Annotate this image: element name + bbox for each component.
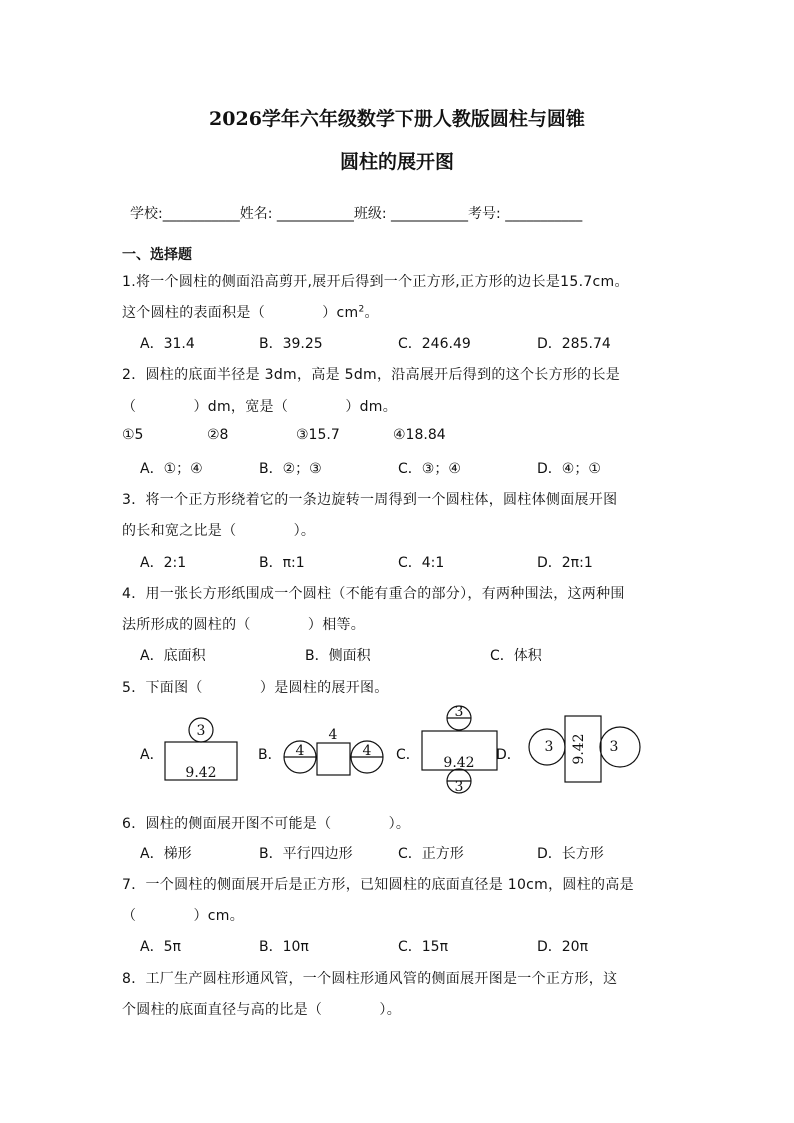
q7-option-d[interactable]: D．20π: [537, 939, 589, 955]
q5-option-c[interactable]: C．: [396, 747, 420, 763]
figure-c-top-label: 3: [454, 704, 464, 720]
q6-line1: 6．圆柱的侧面展开图不可能是（ ）。: [122, 816, 411, 832]
q5-option-a[interactable]: A．: [140, 747, 164, 763]
q2-option-a[interactable]: A．①；④: [140, 461, 203, 477]
figure-c-bottom-label: 3: [454, 779, 464, 795]
q6-option-b[interactable]: B．平行四边形: [259, 846, 353, 862]
q1-option-a[interactable]: A．31.4: [140, 336, 195, 352]
figure-b-top-label: 4: [328, 727, 338, 743]
figure-d-right-label: 3: [609, 739, 619, 755]
figure-d-left-label: 3: [544, 739, 554, 755]
figure-a-rect-label: 9.42: [185, 765, 217, 781]
q6-option-c[interactable]: C．正方形: [398, 846, 464, 862]
q7-line2: （ ）cm。: [122, 908, 245, 924]
q7-option-c[interactable]: C．15π: [398, 939, 449, 955]
q4-option-c[interactable]: C．体积: [490, 648, 542, 664]
section-heading: 一、选择题: [122, 247, 192, 263]
q2-option-b[interactable]: B．②；③: [259, 461, 322, 477]
q2-choice-2: ②8: [207, 427, 229, 443]
q4-option-b[interactable]: B．侧面积: [305, 648, 371, 664]
q3-line1: 3．将一个正方形绕着它的一条边旋转一周得到一个圆柱体，圆柱体侧面展开图: [122, 492, 618, 508]
q5-option-b[interactable]: B．: [258, 747, 282, 763]
q2-choice-3: ③15.7: [296, 427, 340, 443]
q5-line1: 5．下面图（ ）是圆柱的展开图。: [122, 680, 389, 696]
q6-option-a[interactable]: A．梯形: [140, 846, 192, 862]
q2-choice-4: ④18.84: [393, 427, 446, 443]
q3-option-c[interactable]: C．4:1: [398, 555, 445, 571]
q1-option-b[interactable]: B．39.25: [259, 336, 323, 352]
q1-unit-sup: 2: [358, 304, 365, 315]
q7-option-a[interactable]: A．5π: [140, 939, 181, 955]
page-title: 2026学年六年级数学下册人教版圆柱与圆锥: [209, 108, 585, 130]
q3-option-d[interactable]: D．2π:1: [537, 555, 593, 571]
q6-option-d[interactable]: D．长方形: [537, 846, 604, 862]
figure-c-rect-label: 9.42: [443, 755, 475, 771]
figure-d-rect-label: 9.42: [571, 733, 587, 765]
figure-b-rect: [317, 743, 350, 775]
q4-line2: 法所形成的圆柱的（ ）相等。: [122, 617, 366, 633]
figure-b-right-label: 4: [362, 743, 372, 759]
q1-line2-end: 。: [364, 305, 379, 321]
q3-line2: 的长和宽之比是（ ）。: [122, 523, 316, 539]
q3-option-a[interactable]: A．2:1: [140, 555, 187, 571]
q1-option-d[interactable]: D．285.74: [537, 336, 611, 352]
figure-b-left-label: 4: [295, 743, 305, 759]
q4-line1: 4．用一张长方形纸围成一个圆柱（不能有重合的部分），有两种围法，这两种围: [122, 586, 625, 602]
q3-option-b[interactable]: B．π:1: [259, 555, 305, 571]
student-info-line: 学校:___________姓名: ___________班级: ___________考号: ___________: [130, 206, 583, 222]
q1-line1: 1.将一个圆柱的侧面沿高剪开,展开后得到一个正方形,正方形的边长是15.7cm。: [122, 274, 629, 290]
q2-line2: （ ）dm，宽是（ ）dm。: [122, 399, 398, 415]
q7-line1: 7．一个圆柱的侧面展开后是正方形，已知圆柱的底面直径是 10cm，圆柱的高是: [122, 877, 634, 893]
q4-option-a[interactable]: A．底面积: [140, 648, 206, 664]
q5-option-d[interactable]: D．: [496, 747, 521, 763]
q8-line2: 个圆柱的底面直径与高的比是（ ）。: [122, 1002, 401, 1018]
page-subtitle: 圆柱的展开图: [339, 151, 454, 173]
q8-line1: 8．工厂生产圆柱形通风管，一个圆柱形通风管的侧面展开图是一个正方形，这: [122, 971, 618, 987]
figure-d-right-circle: [600, 727, 640, 767]
q2-choice-1: ①5: [122, 427, 144, 443]
q2-option-d[interactable]: D．④；①: [537, 461, 601, 477]
q2-line1: 2．圆柱的底面半径是 3dm，高是 5dm，沿高展开后得到的这个长方形的长是: [122, 367, 621, 383]
q2-option-c[interactable]: C．③；④: [398, 461, 461, 477]
q1-option-c[interactable]: C．246.49: [398, 336, 471, 352]
q7-option-b[interactable]: B．10π: [259, 939, 309, 955]
figure-a-circle-label: 3: [196, 723, 206, 739]
q1-line2-text: 这个圆柱的表面积是（ ）cm: [122, 305, 359, 321]
